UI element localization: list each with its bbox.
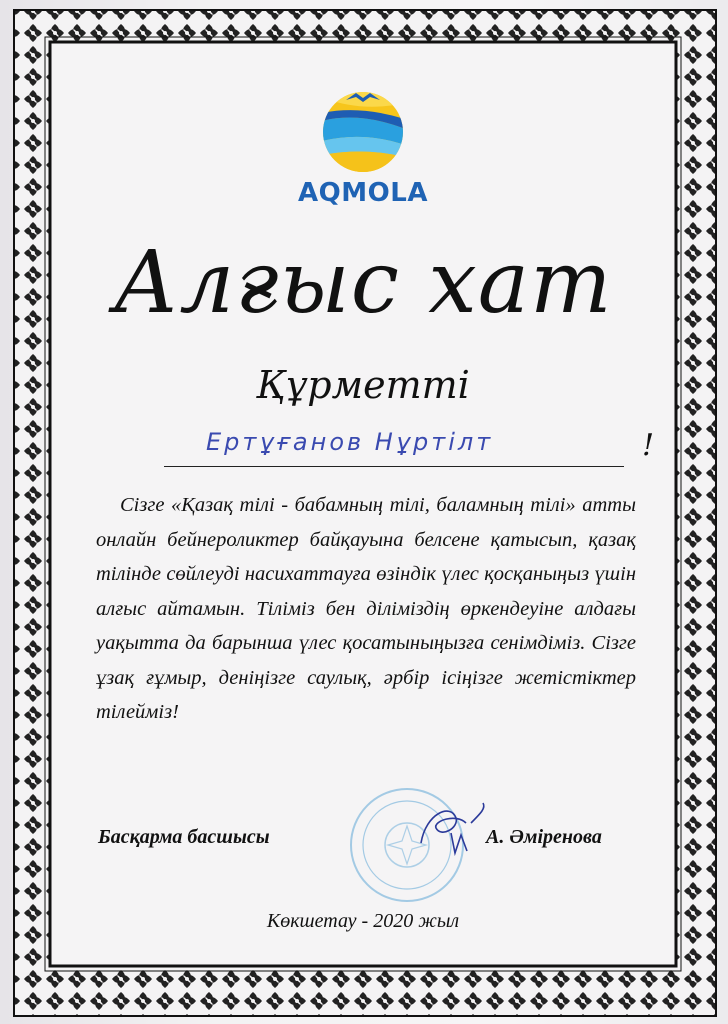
signatory-title: Басқарма басшысы	[98, 826, 270, 848]
aqmola-logo-icon	[318, 84, 408, 174]
place-date: Көкшетау - 2020 жыл	[266, 910, 460, 932]
handwritten-signature	[411, 793, 491, 863]
exclamation-mark: !	[642, 428, 655, 463]
signatory-name: А. Әміренова	[486, 826, 602, 848]
body-text: Сізге «Қазақ тілі - бабамның тілі, баламның тілі» атты онлайн бейнероликтер байқауына белсене қатысып, қазақ тілінде сөйлеуді насихаттауға өзіндік үлес қосқаныңыз үшін алғыс айтамын. Тіліміз бен ділімiздің өркендеуіне алдағы уақытта да барынша үлес қосатыныңызға сенімдіміз. Сізге ұзақ ғұмыр, деніңізге саулық, әрбір ісіңізге жетістіктер тілейміз!	[96, 494, 636, 723]
certificate-title: Алғыс хат	[113, 233, 613, 333]
salutation: Құрметті	[256, 363, 470, 407]
certificate-content	[56, 48, 670, 960]
recipient-name: Ертұғанов Нұртілт	[206, 428, 494, 456]
brand-name: AQMOLA	[298, 178, 428, 208]
